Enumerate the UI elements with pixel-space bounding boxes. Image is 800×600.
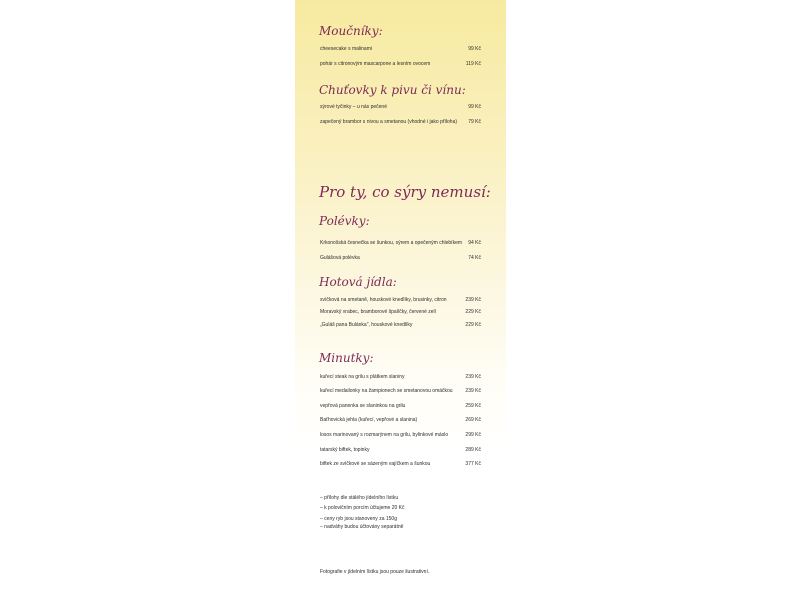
menu-item-name: losos marinovaný s rozmarýnem na grilu, bylinkové máslo <box>320 432 449 438</box>
menu-item-price: 239 Kč <box>465 297 481 303</box>
menu-item-price: 229 Kč <box>465 309 481 315</box>
menu-item <box>320 295 481 305</box>
menu-item-price: 94 Kč <box>468 240 481 246</box>
menu-item <box>320 415 481 425</box>
menu-item-name: kuřecí steak na grilu s plátkem slaniny <box>320 374 405 380</box>
menu-item-name: Baťhovická jehla (kuřecí, vepřové a slanina) <box>320 417 418 423</box>
menu-item-name: kuřecí medailonky na žampionech se smetanovou omáčkou <box>320 388 453 394</box>
menu-item-name: cheesecake s malinami <box>320 46 372 52</box>
section-heading-snacks: Chuťovky k pivu či vínu: <box>319 83 466 97</box>
menu-item <box>320 253 481 263</box>
menu-item <box>320 59 481 69</box>
menu-item-price: 79 Kč <box>468 119 481 125</box>
menu-item <box>320 459 481 469</box>
menu-item-price: 99 Kč <box>468 104 481 110</box>
section-heading-soups: Polévky: <box>319 214 370 228</box>
menu-item <box>320 238 481 248</box>
menu-item-price: 239 Kč <box>465 388 481 394</box>
menu-item <box>320 44 481 54</box>
menu-item-price: 259 Kč <box>465 403 481 409</box>
menu-item-name: biftek ze svíčkové se sázeným vajíčkem a šunkou <box>320 461 431 467</box>
menu-item-price: 299 Kč <box>465 432 481 438</box>
menu-item-price: 377 Kč <box>465 461 481 467</box>
menu-item <box>320 445 481 455</box>
menu-item-name: vepřová panenka se slaninkou na grilu <box>320 403 406 409</box>
menu-item <box>320 372 481 382</box>
note-line: – nadváhy budou účtovány separátně <box>320 524 404 530</box>
menu-item-price: 269 Kč <box>465 417 481 423</box>
section-heading-minute-dishes: Minutky: <box>319 351 374 365</box>
menu-page <box>295 0 506 600</box>
menu-item-price: 239 Kč <box>465 374 481 380</box>
menu-item <box>320 117 481 127</box>
menu-item-name: „Guláš pana Bulánka", houskové knedlíky <box>320 322 413 328</box>
note-line: – k polovičním porcím účtujeme 20 Kč <box>320 505 405 511</box>
note-line: – ceny ryb jsou stanoveny za 150g <box>320 516 397 522</box>
menu-item <box>320 386 481 396</box>
menu-item-price: 99 Kč <box>468 46 481 52</box>
note-line: – přílohy dle stálého jídelního lístku <box>320 495 399 501</box>
menu-item-name: Moravský vrabec, bramborové špalíčky, červené zelí <box>320 309 437 315</box>
menu-item <box>320 430 481 440</box>
menu-item-name: zapečený brambor s nivou a smetanou (vhodné i jako příloha) <box>320 119 458 125</box>
section-heading-main-dishes: Hotová jídla: <box>319 275 397 289</box>
menu-item <box>320 102 481 112</box>
menu-item <box>320 320 481 330</box>
menu-item-name: pohár s citronovým mascarpone a lesním ovocem <box>320 61 431 67</box>
menu-item-price: 229 Kč <box>465 322 481 328</box>
footer-disclaimer: Fotografie v jídelním lístku jsou pouze ilustrativní. <box>320 569 430 575</box>
menu-item-name: tatarský biftek, topinky <box>320 447 370 453</box>
menu-item-price: 119 Kč <box>465 61 481 67</box>
section-heading-desserts: Moučníky: <box>319 24 383 38</box>
section-heading-no-cheese: Pro ty, co sýry nemusí: <box>319 183 491 201</box>
menu-item-name: Krkonošská česnečka se šunkou, sýrem a opečeným chlebíkem <box>320 240 463 246</box>
menu-item <box>320 401 481 411</box>
menu-item-name: Gulášová polévka <box>320 255 360 261</box>
menu-item <box>320 307 481 317</box>
menu-item-price: 289 Kč <box>465 447 481 453</box>
menu-item-name: svíčková na smetaně, houskové knedlíky, brusinky, citron <box>320 297 447 303</box>
menu-item-name: sýrové tyčinky – u nás pečené <box>320 104 387 110</box>
menu-item-price: 74 Kč <box>468 255 481 261</box>
